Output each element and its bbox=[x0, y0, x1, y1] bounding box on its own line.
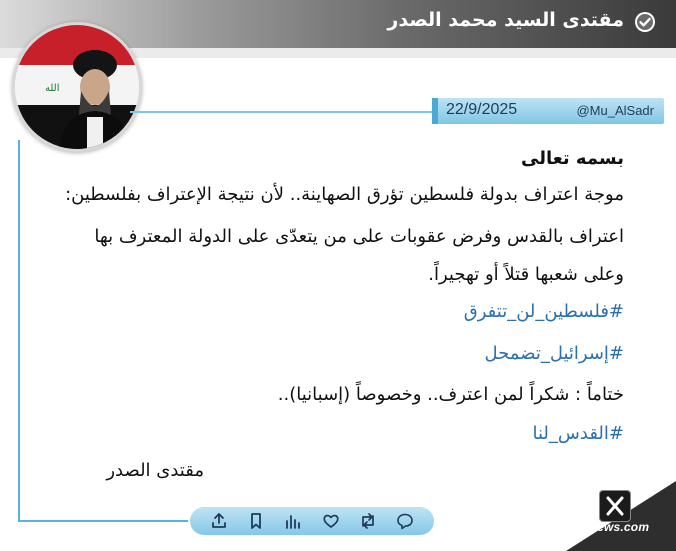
views-icon[interactable] bbox=[282, 510, 304, 532]
avatar-photo bbox=[15, 25, 139, 149]
avatar[interactable] bbox=[12, 22, 142, 152]
meta-bar bbox=[432, 98, 664, 124]
x-logo-icon bbox=[599, 490, 631, 522]
account-name[interactable]: مقتدى السيد محمد الصدر bbox=[387, 9, 624, 31]
post-line: اعتراف بالقدس وفرض عقوبات على من يتعدّى على الدولة المعترف بها bbox=[94, 226, 624, 247]
hashtag-link[interactable]: #إسرائيل_تضمحل bbox=[484, 343, 624, 364]
post-line: ختاماً : شكراً لمن اعترف.. وخصوصاً (إسبانيا).. bbox=[277, 384, 624, 405]
reply-icon[interactable] bbox=[394, 510, 416, 532]
share-icon[interactable] bbox=[208, 510, 230, 532]
action-bar bbox=[190, 507, 434, 535]
like-icon[interactable] bbox=[320, 510, 342, 532]
svg-text:الله: الله bbox=[45, 83, 60, 94]
account-handle[interactable]: @Mu_AlSadr bbox=[576, 103, 654, 118]
post-signature: مقتدى الصدر bbox=[106, 460, 204, 481]
watermark: www.palms-news.com bbox=[518, 520, 650, 534]
post-line: موجة اعتراف بدولة فلسطين تؤرق الصهاينة.. لأن نتيجة الإعتراف بفلسطين: bbox=[65, 184, 624, 205]
post-line: وعلى شعبها قتلاً أو تهجيراً. bbox=[428, 264, 624, 285]
meta-bar-accent bbox=[432, 98, 438, 124]
repost-icon[interactable] bbox=[357, 510, 379, 532]
post-date[interactable]: 22/9/2025 bbox=[446, 101, 518, 118]
frame-line-bottom bbox=[18, 520, 188, 522]
hashtag-link[interactable]: #القدس_لنا bbox=[532, 423, 624, 444]
verified-badge-icon bbox=[634, 11, 656, 33]
bookmark-icon[interactable] bbox=[245, 510, 267, 532]
hashtag-link[interactable]: #فلسطين_لن_تتفرق bbox=[463, 301, 624, 322]
frame-line-left bbox=[18, 140, 20, 522]
meta-divider bbox=[130, 111, 432, 113]
post-line-greeting: بسمه تعالى bbox=[521, 148, 624, 169]
